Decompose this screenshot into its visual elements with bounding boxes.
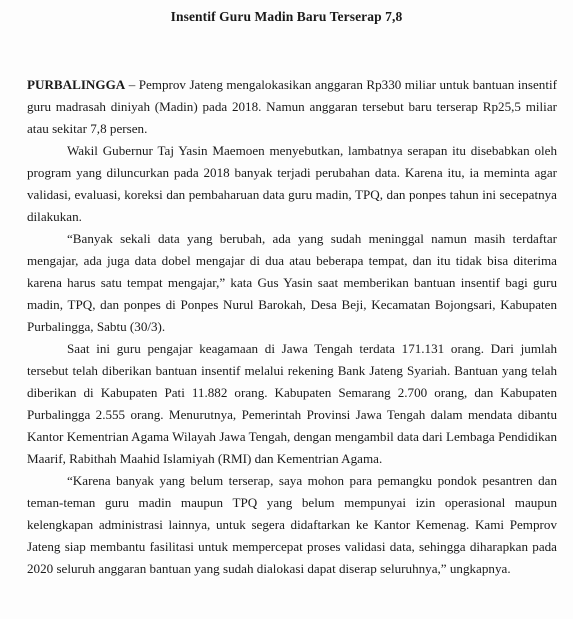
headline: Insentif Guru Madin Baru Terserap 7,8 <box>170 9 403 24</box>
dateline: PURBALINGGA <box>27 77 126 92</box>
paragraph-5: “Karena banyak yang belum terserap, saya mohon para pemangku pondok pesantren dan teman-teman guru madin maupun TPQ yang belum mempunyai izin operasional maupun kelengkapan administrasi lainnya, untuk segera didaftarkan ke Kantor Kemenag. Kami Pemprov Jateng siap membantu fasilitasi untuk mempercepat proses validasi data, sehingga diharapkan pada 2020 seluruh anggaran bantuan yang sudah dialokasi dapat diserap seluruhnya,” ungkapnya. <box>27 473 557 576</box>
dateline-separator: – <box>125 77 139 92</box>
paragraph-2: Wakil Gubernur Taj Yasin Maemoen menyebutkan, lambatnya serapan itu disebabkan oleh program yang diluncurkan pada 2018 banyak terjadi perubahan data. Karena itu, ia meminta agar validasi, evaluasi, koreksi dan pembaharuan data guru madin, TPQ, dan ponpes tahun ini secepatnya dilakukan. <box>27 143 557 224</box>
paragraph-1 <box>27 74 557 140</box>
paragraph-text: Pemprov Jateng mengalokasikan anggaran Rp330 miliar untuk bantuan insentif guru madrasah diniyah (Madin) pada 2018. Namun anggaran tersebut baru terserap Rp25,5 miliar atau sekitar 7,8 persen. <box>27 77 557 136</box>
article-body <box>27 74 557 580</box>
paragraph-3: “Banyak sekali data yang berubah, ada yang sudah meninggal namun masih terdaftar mengajar, ada juga data dobel mengajar di dua atau beberapa tempat, dan itu tidak bisa diterima karena harus satu tempat mengajar,” kata Gus Yasin saat memberikan bantuan insentif bagi guru madin, TPQ, dan ponpes di Ponpes Nurul Barokah, Desa Beji, Kecamatan Bojongsari, Kabupaten Purbalingga, Sabtu (30/3). <box>27 231 557 334</box>
paragraph-4: Saat ini guru pengajar keagamaan di Jawa Tengah terdata 171.131 orang. Dari jumlah tersebut telah diberikan bantuan insentif melalui rekening Bank Jateng Syariah. Bantuan yang telah diberikan di Kabupaten Pati 11.882 orang. Kabupaten Semarang 2.700 orang, dan Kabupaten Purbalingga 2.555 orang. Menurutnya, Pemerintah Provinsi Jawa Tengah dalam mendata dibantu Kantor Kementrian Agama Wilayah Jawa Tengah, dengan mengambil data dari Lembaga Pendidikan Maarif, Rabithah Maahid Islamiyah (RMI) dan Kementrian Agama. <box>27 341 557 466</box>
